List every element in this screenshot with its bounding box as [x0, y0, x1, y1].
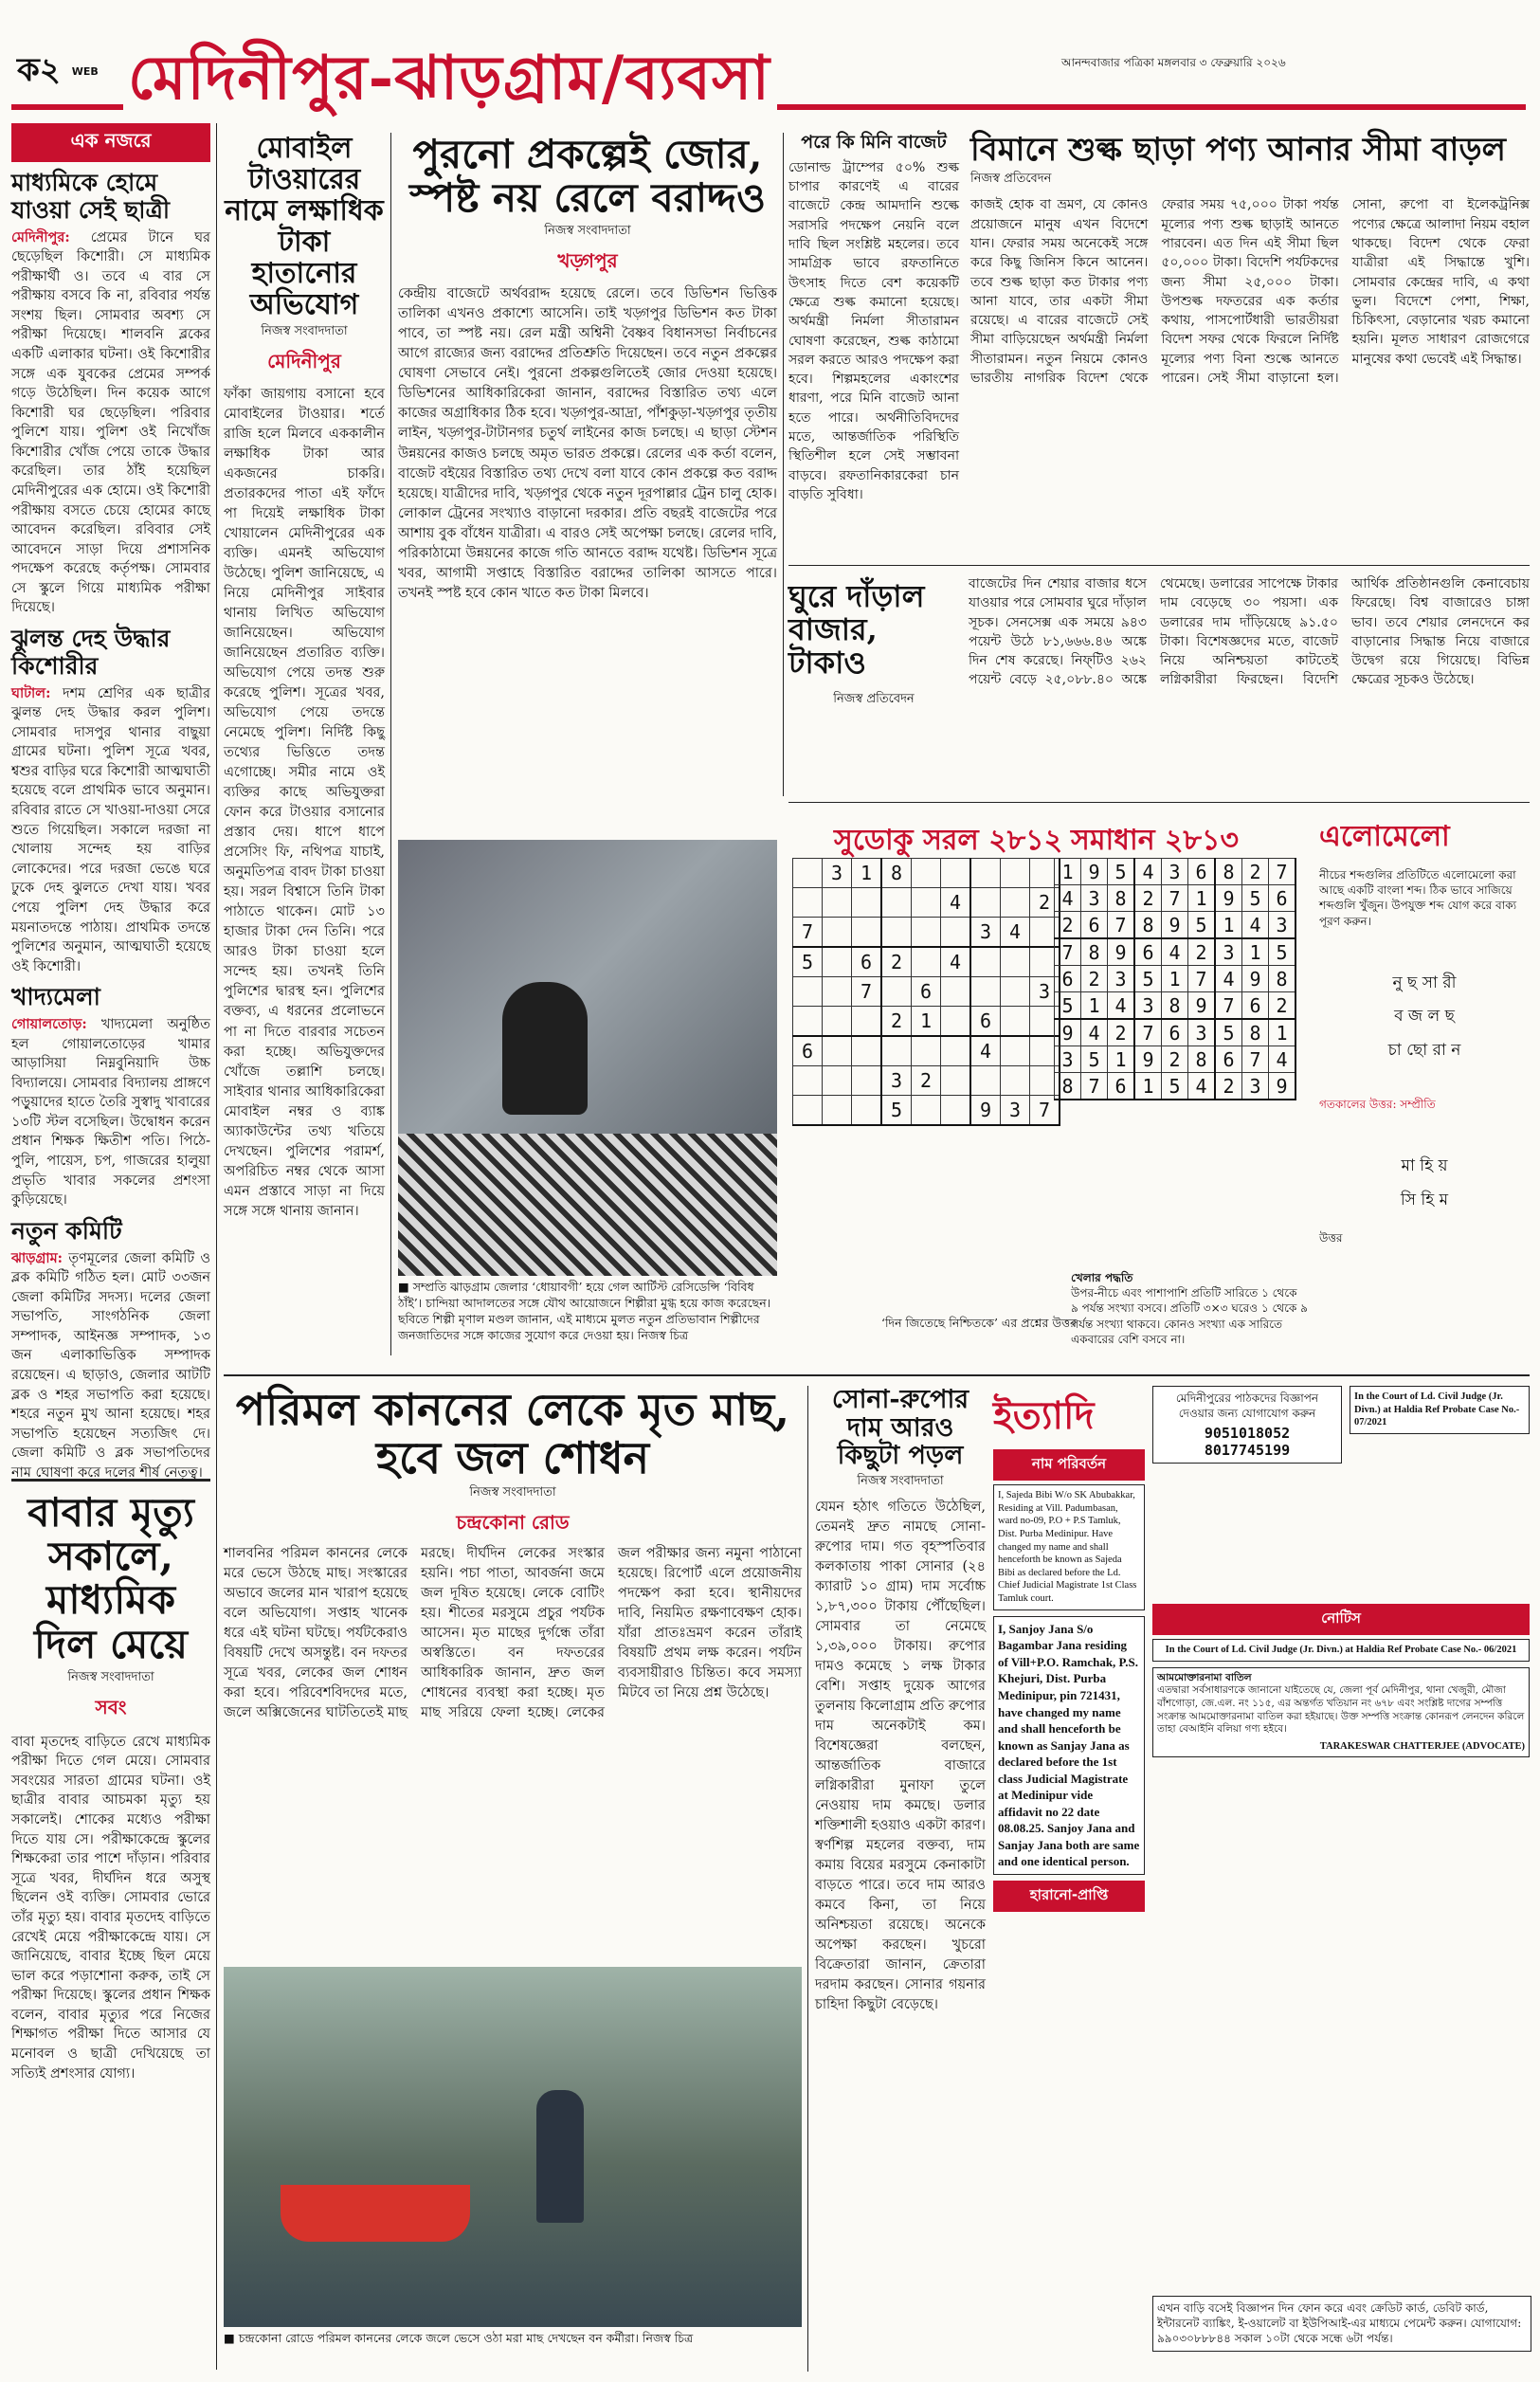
- sudoku-cell: 4: [1269, 1046, 1296, 1073]
- sudoku-cell: 9: [970, 1096, 1001, 1126]
- sudoku-cell: 7: [852, 977, 882, 1007]
- sudoku-cell: [852, 1007, 882, 1037]
- sudoku-cell: 4: [1134, 859, 1162, 885]
- artist-figure: [502, 982, 588, 1115]
- headline: মোবাইল টাওয়ারের নামে লক্ষাধিক টাকা হাতানোর অভিযোগ: [225, 132, 384, 321]
- article-body: কেন্দ্রীয় বাজেটে অর্থবরাদ্দ হয়েছে রেলে। তবে ডিভিশন ভিত্তিক তালিকা এখনও প্রকাশ্যে আসেনি। তাই খড়্গপুর ডিভিশন কত টাকা পাবে, তা স্পষ্ট নয়। রেল মন্ত্রী অশ্বিনী বৈষ্ণব বিধানসভা নির্বাচনের আগে রাজ্যের জন্য বরাদ্দের প্রতিশ্রুতি দিয়েছেন। তবে নতুন প্রকল্পের ঘোষণা সেভাবে নেই। পুরনো প্রকল্পগুলিতেই জোর দেওয়া হয়েছে। ডিভিশনের আধিকারিকেরা জানান, বরাদ্দের বিস্তারিত তথ্য এলে কাজের অগ্রাধিকার ঠিক হবে। খড়্গপুর-আদ্রা, পাঁশকুড়া-খড়্গপুর তৃতীয় লাইন, খড়্গপুর-টাটানগর চতুর্থ লাইনের কাজ চলছে। এ ছাড়া স্টেশন উন্নয়নের কাজও চলছে অমৃত ভারত প্রকল্পে। রেলের এক কর্তা বলেন, বাজেট বইয়ের বিস্তারিত তথ্য দেখে বলা যাবে কোন প্রকল্পে কত বরাদ্দ হয়েছে। যাত্রীদের দাবি, খড়্গপুর থেকে নতুন দূরপাল্লার ট্রেন চালু হোক। লোকাল ট্রেনের সংখ্যাও বাড়ানো দরকার। প্রতি বছরই বাজেটের পরে আশায় বুক বাঁধেন যাত্রীরা। এ বারও সেই অপেক্ষা চলছে। রেলের দাবি, পরিকাঠামো উন্নয়নের কাজে গতি আনতে বরাদ্দ যথেষ্ট। ডিভিশন সূত্রে খবর, আগামী সপ্তাহে বিস্তারিত বরাদ্দের তালিকা আসতে পারে। তখনই স্পষ্ট হবে কোন খাতে কত টাকা মিলবে।: [398, 286, 777, 601]
- mini-budget-story: [788, 133, 959, 559]
- dateline: গোয়ালতোড়:: [11, 1015, 87, 1032]
- sudoku-cell: [1001, 1007, 1030, 1037]
- sudoku-cell: [881, 918, 912, 948]
- sudoku-cell: 2: [881, 947, 912, 977]
- sudoku-cell: 9: [1188, 992, 1216, 1020]
- sudoku-cell: 3: [1162, 859, 1188, 885]
- sudoku-cell: 5: [1108, 859, 1135, 885]
- headline: পরিমল কাননের লেকে মৃত মাছ, হবে জল শোধন: [235, 1384, 790, 1483]
- elomelo-title: এলোমেলো: [1319, 820, 1450, 853]
- column-rule: [807, 1386, 808, 2372]
- section-title: মেদিনীপুর-ঝাড়গ্রাম/ব্যবসা: [128, 43, 770, 114]
- sudoku-cell: 3: [1030, 977, 1060, 1007]
- duty-free-story: [970, 133, 1530, 559]
- sudoku-cell: [793, 888, 823, 918]
- sudoku-cell: 7: [1162, 885, 1188, 912]
- sudoku-cell: [941, 859, 971, 888]
- sudoku-cell: [881, 1036, 912, 1066]
- sudoku-cell: 5: [1269, 938, 1296, 966]
- sudoku-note: ‘দিন জিতেছে নিশ্চিতকে’ এর প্রশ্নের উত্তর: [881, 1316, 1077, 1330]
- sudoku-cell: [852, 1066, 882, 1096]
- article-body: কাজই হোক বা ভ্রমণ, যে কোনও প্রয়োজনে মানুষ এখন বিদেশে যান। ফেরার সময় অনেকেই সঙ্গে করে কিছু জিনিস কিনে আনেন। তবে শুল্ক ছাড়া কত টাকার পণ্য আনা যাবে, তার একটা সীমা রয়েছে। এ বারের বাজেটে সেই সীমা বাড়িয়েছেন অর্থমন্ত্রী নির্মলা সীতারামন। নতুন নিয়মে কোনও ভারতীয় নাগরিক বিদেশ থেকে ফেরার সময় ৭৫,০০০ টাকা পর্যন্ত মূল্যের পণ্য শুল্ক ছাড়াই আনতে পারবেন। এত দিন এই সীমা ছিল ৫০,০০০ টাকা। বিদেশি পর্যটকদের জন্য সীমা ২৫,০০০ টাকা। উপশুল্ক দফতরের এক কর্তার কথায়, পাসপোর্টধারী ভারতীয়রা বিদেশ সফর থেকে ফিরলে নির্দিষ্ট মূল্যের পণ্য বিনা শুল্কে আনতে পারেন। সেই সীমা বাড়ানো হল। সোনা, রুপো বা ইলেকট্রনিক্স পণ্যের ক্ষেত্রে আলাদা নিয়ম বহাল থাকছে। বিদেশ থেকে ফেরা যাত্রীরা এই সিদ্ধান্তে খুশি। সোমবার কেন্দ্রের দাবি, এ কথা ভুল। বিদেশে পেশা, শিক্ষা, চিকিৎসা, বেড়ানোর খরচ কমানো হয়নি। মূলত সাধারণ রোজগেরে মানুষের কথা ভেবেই এই সিদ্ধান্ত।: [970, 197, 1530, 387]
- court-notice: In the Court of Ld. Civil Judge (Jr. Divn.) at Haldia Ref Probate Case No.- 06/2021: [1152, 1639, 1530, 1662]
- sudoku-cell: 2: [912, 1066, 941, 1096]
- lost-found-heading: হারানো-প্রাপ্তি: [993, 1881, 1145, 1912]
- article-body: যেমন হঠাৎ গতিতে উঠেছিল, তেমনই দ্রুত নামছে সোনা-রুপোর দাম। গত বৃহস্পতিবার কলকাতায় পাকা সোনার (২৪ ক্যারাট ১০ গ্রাম) দাম সর্বোচ্চ ১,৮৭,৩০০ টাকায় পৌঁছেছিল। সোমবার তা নেমেছে ১,৩৯,০০০ টাকায়। রুপোর দামও কমেছে ১ লক্ষ টাকার বেশি। সপ্তাহ দুয়েক আগের তুলনায় কিলোগ্রাম প্রতি রুপোর দাম অনেকটাই কম। বিশেষজ্ঞেরা বলছেন, আন্তর্জাতিক বাজারে লগ্নিকারীরা মুনাফা তুলে নেওয়ায় দাম কমছে। ডলার শক্তিশালী হওয়াও একটা কারণ। স্বর্ণশিল্প মহলের বক্তব্য, দাম কমায় বিয়ের মরসুমে কেনাকাটা বাড়তে পারে। তবে দাম আরও কমবে কিনা, তা নিয়ে অনিশ্চয়তা রয়েছে। অনেকে অপেক্ষা করছেন। খুচরো বিক্রেতারা জানান, ক্রেতারা দরদাম করছেন। সোনার গয়নার চাহিদা কিছুটা বেড়েছে।: [815, 1500, 986, 2013]
- sudoku-cell: 7: [1055, 938, 1081, 966]
- sudoku-cell: 9: [1162, 912, 1188, 939]
- sudoku-cell: 5: [1162, 1073, 1188, 1100]
- notice-heading: নোটিস: [1152, 1604, 1530, 1635]
- sudoku-cell: [1001, 977, 1030, 1007]
- sidebar-item: [11, 626, 210, 976]
- sudoku-cell: 2: [1215, 1073, 1242, 1100]
- elomelo-words-2: [1319, 1150, 1530, 1217]
- sudoku-cell: 5: [881, 1096, 912, 1126]
- sudoku-cell: 4: [1162, 938, 1188, 966]
- elomelo-words: [1319, 967, 1530, 1068]
- sudoku-cell: 6: [1134, 938, 1162, 966]
- sudoku-cell: [823, 1066, 852, 1096]
- sudoku-cell: 6: [852, 947, 882, 977]
- sudoku-cell: 8: [1188, 1046, 1216, 1073]
- byline: নিজস্ব প্রতিবেদন: [833, 692, 915, 706]
- masthead: [0, 0, 1540, 114]
- sudoku-cell: 8: [1242, 1019, 1269, 1046]
- sudoku-cell: 5: [1134, 966, 1162, 992]
- sudoku-cell: [912, 918, 941, 948]
- byline: নিজস্ব সংবাদদাতা: [544, 224, 631, 239]
- dateline: চন্দ্রকোনা রোড: [456, 1511, 570, 1535]
- sudoku-cell: 7: [1081, 1073, 1108, 1100]
- sudoku-cell: 5: [793, 947, 823, 977]
- sudoku-cell: 4: [1188, 1073, 1216, 1100]
- sudoku-grid: [792, 858, 1060, 1126]
- sudoku-cell: 7: [1108, 912, 1135, 939]
- sudoku-cell: [793, 977, 823, 1007]
- byline: নিজস্ব প্রতিবেদন: [970, 172, 1052, 187]
- sudoku-cell: 5: [1081, 1046, 1108, 1073]
- column-rule: [216, 123, 217, 2370]
- sudoku-cell: [823, 1007, 852, 1037]
- section-rule: [788, 802, 1530, 803]
- sudoku-cell: 2: [1188, 938, 1216, 966]
- classifieds: [993, 1386, 1530, 2372]
- sudoku-cell: [1001, 888, 1030, 918]
- sudoku-cell: [912, 859, 941, 888]
- headline: সোনা-রুপোর দাম আরও কিছুটা পড়ল: [831, 1385, 969, 1471]
- sudoku-cell: 2: [1055, 912, 1081, 939]
- article-body: বাজেটের দিন শেয়ার বাজার ধসে যাওয়ার পরে সোমবার ঘুরে দাঁড়াল সূচক। সেনসেক্স এক সময়ে ৯৪৩ পয়েন্ট উঠে ৮১,৬৬৬.৪৬ অঙ্কে দিন শেষ করেছে। নিফ্‌টিও ২৬২ পয়েন্ট বেড়ে ২৫,০৮৮.৪০ অঙ্কে থেমেছে। ডলারের সাপেক্ষে টাকার দাম বেড়েছে ৩০ পয়সা। এক ডলারের দাম দাঁড়িয়েছে ৯১.৫০ টাকা। বিশেষজ্ঞদের মতে, বাজেট নিয়ে অনিশ্চয়তা কাটতেই লগ্নিকারীরা ফিরছেন। বিদেশি আর্থিক প্রতিষ্ঠানগুলি কেনাবেচায় ফিরেছে। বিশ্ব বাজারেও চাঙ্গা ভাব। তবে শেয়ার লেনদেনে কর বাড়ানোর সিদ্ধান্ত নিয়ে বাজারে উদ্বেগ রয়ে গিয়েছে। বিভিন্ন ক্ষেত্রের সূচকও উঠেছে।: [969, 576, 1530, 688]
- sudoku-cell: 7: [1030, 1096, 1060, 1126]
- article-body: ডোনাল্ড ট্রাম্পের ৫০% শুল্ক চাপার কারণেই এ বারের বাজেটে কেন্দ্র আমদানি শুল্কে সরাসরি পদক্ষেপ নেয়নি বলে দাবি ছিল সংশ্লিষ্ট মহলের। তবে সামগ্রিক ভাবে রফতানিতে উৎসাহ দিতে বেশ কয়েকটি ক্ষেত্রে শুল্ক কমানো হয়েছে। অর্থমন্ত্রী নির্মলা সীতারামন ঘোষণা করেছেন, শুল্ক কাঠামো সরল করতে আরও পদক্ষেপ করা হবে। শিল্পমহলের একাংশের ধারণা, পরে মিনি বাজেট আনা হতে পারে। অর্থনীতিবিদদের মতে, আন্তর্জাতিক পরিস্থিতি স্থিতিশীল হলে সেই সম্ভাবনা বাড়বে। রফতানিকারকেরা চান বাড়তি সুবিধা।: [788, 159, 959, 502]
- lead-story: [398, 133, 777, 1365]
- sudoku-cell: 6: [1215, 1046, 1242, 1073]
- elomelo-intro: নীচের শব্দগুলির প্রতিটিতে এলোমেলো করা আছে একটি বাংলা শব্দ। ঠিক ভাবে সাজিয়ে শব্দগুলি খুঁজুন। উপযুক্ত শব্দ যোগ করে বাক্য পূরণ করুন।: [1319, 868, 1517, 928]
- fish-painting: [398, 1134, 777, 1276]
- sudoku-cell: [912, 888, 941, 918]
- rules: [1071, 1270, 1308, 1347]
- sudoku-cell: [970, 888, 1001, 918]
- article-body: বাবা মৃতদেহ বাড়িতে রেখে মাধ্যমিক পরীক্ষা দিতে গেল মেয়ে। সোমবার সবংয়ের সারতা গ্রামের ঘটনা। ওই ছাত্রীর বাবার আচমকা মৃত্যু হয় সকালেই। শোকের মধ্যেও পরীক্ষা দিতে যায় সে। পরীক্ষাকেন্দ্রে স্কুলের শিক্ষকেরা তার পাশে দাঁড়ান। পরিবার সূত্রে খবর, দীর্ঘদিন ধরে অসুস্থ ছিলেন ওই ব্যক্তি। সোমবার ভোরে তাঁর মৃত্যু হয়। বাবার মৃতদেহ বাড়িতে রেখেই মেয়ে পরীক্ষাকেন্দ্রে যায়। সে জানিয়েছে, বাবার ইচ্ছে ছিল মেয়ে ভাল করে পড়াশোনা করুক, তাই সে পরীক্ষা দিয়েছে। স্কুলের প্রধান শিক্ষক বলেন, বাবার মৃত্যুর পরে নিজের শিক্ষাগত পরীক্ষা দিতে আসার যে মনোবল ও ছাত্রী দেখিয়েছে তা সত্যিই প্রশংসার যোগ্য।: [11, 1734, 210, 2082]
- headline: পরে কি মিনি বাজেট: [801, 132, 947, 153]
- sudoku-cell: 2: [1269, 992, 1296, 1020]
- contact-ad: [1152, 1386, 1342, 1464]
- sudoku-cell: 1: [1108, 1046, 1135, 1073]
- column-rule: [783, 133, 784, 796]
- sudoku-cell: [852, 1036, 882, 1066]
- sudoku-cell: 1: [1081, 992, 1108, 1020]
- sudoku-cell: 3: [1108, 966, 1135, 992]
- dateline: মেদিনীপুর: [267, 350, 341, 373]
- gold-price-story: [815, 1386, 986, 2372]
- sidebar-item-title: খাদ্যমেলা: [11, 983, 100, 1011]
- solution-title: সমাধান ২৮১৩: [1071, 824, 1239, 857]
- sudoku-cell: [823, 1096, 852, 1126]
- sudoku-cell: 6: [970, 1007, 1001, 1037]
- sudoku-cell: 3: [881, 1066, 912, 1096]
- photo-caption: ■ সম্প্রতি ঝাড়গ্রাম জেলার ‘ধোয়াবগী’ হয়ে গেল আর্টিস্ট রেসিডেন্সি ‘বিবিধ ঠাঁই’। চান্দিয়া আদালতের সঙ্গে যৌথ আয়োজনে শিল্পীরা মুগ্ধ হয়ে কাজ করেছেন। ছবিতে শিল্পী মৃণাল মণ্ডল জানান, এই মাধ্যমে মুলত নতুন প্রতিভাবান শিল্পীদের জনজাতিদের সঙ্গে কাজের সুযোগ করে দেওয়া হয়। নিজস্ব চিত্র: [398, 1280, 771, 1342]
- sudoku-cell: 9: [1055, 1019, 1081, 1046]
- sudoku-cell: 9: [1081, 859, 1108, 885]
- sidebar-item-title: ঝুলন্ত দেহ উদ্ধার কিশোরীর: [11, 625, 171, 680]
- sudoku-cell: 6: [912, 977, 941, 1007]
- sidebar-item: [11, 170, 210, 618]
- elomelo-word: ব জ ল ছ: [1394, 1007, 1455, 1027]
- sudoku-cell: 4: [1001, 918, 1030, 948]
- name-change-heading: নাম পরিবর্তন: [993, 1449, 1145, 1481]
- sudoku-cell: [852, 1096, 882, 1126]
- sudoku-cell: [970, 977, 1001, 1007]
- headline: পুরনো প্রকল্পেই জোর, স্পষ্ট নয় রেলে বরাদ্দও: [409, 131, 766, 222]
- sudoku-cell: 4: [1081, 1019, 1108, 1046]
- sidebar-heading: এক নজরে: [11, 123, 210, 162]
- land-notice-title: আমমোক্তারনামা বাতিল: [1157, 1671, 1252, 1683]
- sudoku-cell: 2: [1030, 888, 1060, 918]
- sudoku-cell: 9: [1269, 1073, 1296, 1100]
- sudoku-cell: [1001, 1036, 1030, 1066]
- sudoku-cell: 2: [1081, 966, 1108, 992]
- sudoku-solution: [1054, 858, 1296, 1100]
- contact-text: মেদিনীপুরের পাঠকদের বিজ্ঞাপন দেওয়ার জন্য যোগাযোগ করুন: [1175, 1391, 1319, 1421]
- sudoku-cell: 6: [1055, 966, 1081, 992]
- sudoku-cell: 1: [1215, 912, 1242, 939]
- sudoku-cell: 7: [1242, 1046, 1269, 1073]
- photo-caption: ■ চন্দ্রকোনা রোডে পরিমল কাননের লেকে জলে ভেসে ওঠা মরা মাছ দেখছেন বন কর্মীরা। নিজস্ব চিত্র: [224, 2331, 694, 2346]
- sudoku-cell: 6: [1242, 992, 1269, 1020]
- headline: ঘুরে দাঁড়াল বাজার, টাকাও: [788, 578, 925, 682]
- column-rule: [390, 133, 391, 1355]
- sudoku-cell: [912, 1036, 941, 1066]
- red-rule-left: [11, 104, 123, 110]
- dateline: মেদিনীপুর:: [11, 228, 70, 245]
- solution-grid: [1054, 858, 1296, 1100]
- lake-photo: [224, 1967, 802, 2327]
- dateline: সবং: [95, 1695, 127, 1718]
- court-notice: In the Court of Ld. Civil Judge (Jr. Divn.) at Haldia Ref Probate Case No.- 07/2021: [1350, 1386, 1530, 1434]
- sidebar: [11, 123, 211, 1481]
- sudoku-cell: 6: [1162, 1019, 1188, 1046]
- sudoku-cell: [912, 1096, 941, 1126]
- sudoku-cell: 6: [1108, 1073, 1135, 1100]
- sudoku-cell: [793, 859, 823, 888]
- sidebar-item: [11, 984, 210, 1210]
- sidebar-item-title: নতুন কমিটি: [11, 1216, 122, 1245]
- sudoku-cell: 4: [941, 947, 971, 977]
- byline: নিজস্ব সংবাদদাতা: [469, 1485, 556, 1500]
- sudoku-cell: 8: [1269, 966, 1296, 992]
- sudoku-cell: [881, 977, 912, 1007]
- name-change-ad: I, Sajeda Bibi W/o SK Abubakkar, Residing at Vill. Padumbasan, ward no-09, P.O + P.S Tamluk, Dist. Purba Medinipur. Have changed my name and shall henceforth be known as Sajeda Bibi as declared before the Ld. Chief Judicial Magistrate 1st Class Tamluk court.: [993, 1484, 1145, 1610]
- elomelo-word: মা হি য়: [1401, 1156, 1448, 1175]
- advocate-name: TARAKESWAR CHATTERJEE (ADVOCATE): [1319, 1740, 1525, 1752]
- section-rule: [224, 1374, 1530, 1376]
- elomelo-box: [1319, 813, 1530, 1363]
- sudoku-cell: 7: [1215, 992, 1242, 1020]
- elomelo-word: নু ছ সা রী: [1392, 973, 1457, 992]
- byline: নিজস্ব সংবাদদাতা: [261, 324, 348, 338]
- sudoku-cell: 1: [1269, 1019, 1296, 1046]
- sidebar-item-text: তৃণমূলের জেলা কমিটি ও ব্লক কমিটি গঠিত হল। মোট ৩৩জন জেলা কমিটির সদস্য। দলের জেলা সভাপতি, সাংগঠনিক জেলা সম্পাদক, আইনজ্ঞ সম্পাদক, ১৩ জন এলাকাভিত্তিক সম্পাদক রয়েছেন। এ ছাড়াও, জেলার আটটি ব্লক ও শহর সভাপতি করা হয়েছে। শহরে নতুন মুখ আনা হয়েছে। শহর সভাপতি হয়েছেন সত্যজিৎ দে। জেলা কমিটি ও ব্লক সভাপতিদের নাম ঘোষণা করে দলের শীর্ষ নেতৃত্ব।: [11, 1250, 211, 1481]
- sudoku-cell: 6: [793, 1036, 823, 1066]
- red-boat: [281, 2185, 470, 2242]
- sidebar-item: [11, 1218, 210, 1483]
- sudoku-cell: [823, 888, 852, 918]
- sudoku-cell: 2: [881, 1007, 912, 1037]
- sudoku-cell: 8: [881, 859, 912, 888]
- sudoku-cell: [912, 947, 941, 977]
- headline: বিমানে শুল্ক ছাড়া পণ্য আনার সীমা বাড়ল: [970, 131, 1506, 169]
- sidebar-item-text: খাদ্যমেলা অনুষ্ঠিত হল গোয়ালতোড়ের খামার আড়াসিয়া নিম্নবুনিয়াদি উচ্চ বিদ্যালয়ে। সোমবার বিদ্যালয় প্রাঙ্গণে পড়ুয়াদের হাতে তৈরি সুস্বাদু খাবারের ১৩টি স্টল বসেছিল। উদ্বোধন করেন প্রধান শিক্ষক ক্ষিতীশ পতি। পিঠে-পুলি, পায়েস, চপ, গাজরের হালুয়া প্রভৃতি খাবার সকলের প্রশংসা কুড়িয়েছে।: [11, 1016, 211, 1209]
- phone-2[interactable]: 8017745199: [1204, 1442, 1291, 1460]
- sudoku-cell: 7: [1188, 966, 1216, 992]
- sidebar-item-text: দশম শ্রেণির এক ছাত্রীর ঝুলন্ত দেহ উদ্ধার করল পুলিশ। সোমবার দাসপুর থানার বাছুয়া গ্রামের ঘটনা। পুলিশ সূত্রে খবর, শ্বশুর বাড়ির ঘরে কিশোরী আত্মঘাতী হয়েছে বলে প্রাথমিক ভাবে অনুমান। রবিবার রাতে সে খাওয়া-দাওয়া সেরে শুতে গিয়েছিল। সকালে দরজা না খোলায় সন্দেহ হয় বাড়ির লোকেদের। পরে দরজা ভেঙে ঘরে ঢুকে দেহ ঝুলতে দেখা যায়। খবর পেয়ে পুলিশ দেহ উদ্ধার করে ময়নাতদন্তে পাঠায়। প্রাথমিক তদন্তে পুলিশের অনুমান, আত্মঘাতী হয়েছে ওই কিশোরী।: [11, 685, 210, 974]
- sudoku-cell: 2: [1242, 859, 1269, 885]
- father-death-story: [11, 1479, 210, 2373]
- market-story: [788, 574, 1530, 792]
- sudoku-cell: 3: [1055, 1046, 1081, 1073]
- sudoku-cell: [941, 977, 971, 1007]
- ad-booking-notice: এখন বাড়ি বসেই বিজ্ঞাপন দিন ফোন করে এবং ক্রেডিট কার্ড, ডেবিট কার্ড, ইন্টারনেট ব্যাঙ্কিং, ই-ওয়ালেট বা ইউপিআই-এর মাধ্যমে পেমেন্ট করুন। যোগাযোগ: ৯৯০৩০৮৮৮৪৪ সকাল ১০টা থেকে সন্ধে ৬টা পর্যন্ত।: [1152, 2296, 1531, 2352]
- sudoku-cell: 5: [1242, 885, 1269, 912]
- sudoku-cell: [970, 1066, 1001, 1096]
- elomelo-answer: গতকালের উত্তর: সম্প্রীতি: [1319, 1097, 1436, 1111]
- sudoku-cell: 7: [1269, 859, 1296, 885]
- sudoku-cell: [941, 1036, 971, 1066]
- date-line: আনন্দবাজার পত্রিকা মঙ্গলবার ৩ ফেব্রুয়ারি ২০২৬: [1061, 56, 1286, 69]
- sudoku-cell: [823, 977, 852, 1007]
- sudoku-cell: 8: [1134, 912, 1162, 939]
- sudoku-cell: 3: [1001, 1096, 1030, 1126]
- sudoku-cell: 5: [1188, 912, 1216, 939]
- sudoku-cell: [1001, 859, 1030, 888]
- article-body: ফাঁকা জায়গায় বসানো হবে মোবাইলের টাওয়ার। শর্তে রাজি হলে মিলবে এককালীন লক্ষাধিক টাকা আর একজনের চাকরি। প্রতারকদের পাতা এই ফাঁদে পা দিয়েই লক্ষাধিক টাকা খোয়ালেন মেদিনীপুরের এক ব্যক্তি। এমনই অভিযোগ উঠেছে। পুলিশ জানিয়েছে, এ নিয়ে মেদিনীপুর সাইবার থানায় লিখিত অভিযোগ জানিয়েছেন। অভিযোগ জানিয়েছেন প্রতারিত ব্যক্তি। অভিযোগ পেয়ে তদন্ত শুরু করেছে পুলিশ। সূত্রের খবর, অভিযোগ পেয়ে তদন্তে নেমেছে পুলিশ। নির্দিষ্ট কিছু তথ্যের ভিত্তিতে তদন্ত এগোচ্ছে। সমীর নামে ওই ব্যক্তির কাছে অভিযুক্তরা ফোন করে টাওয়ার বসানোর প্রস্তাব দেয়। ধাপে ধাপে প্রসেসিং ফি, নথিপত্র যাচাই, অনুমতিপত্র বাবদ টাকা চাওয়া হয়। সরল বিশ্বাসে তিনি টাকা পাঠাতে থাকেন। মোট ১৩ হাজার টাকা দেন তিনি। পরে আরও টাকা চাওয়া হলে সন্দেহ হয়। তখনই তিনি পুলিশের দ্বারস্থ হন। পুলিশের বক্তব্য, এ ধরনের প্রলোভনে পা না দিতে বারবার সচেতন করা হচ্ছে। অভিযুক্তদের খোঁজে তল্লাশি চলছে। সাইবার থানার আধিকারিকেরা মোবাইল নম্বর ও ব্যাঙ্ক অ্যাকাউন্টের তথ্য খতিয়ে দেখছেন। পুলিশের পরামর্শ, অপরিচিত নম্বর থেকে আসা এমন প্রস্তাবে সাড়া না দিয়ে সঙ্গে সঙ্গে থানায় জানান।: [224, 387, 385, 1219]
- artist-photo: [398, 840, 777, 1276]
- sudoku-cell: [941, 1007, 971, 1037]
- sudoku-cell: [970, 947, 1001, 977]
- sudoku-cell: 8: [1055, 1073, 1081, 1100]
- sudoku-cell: 5: [1215, 1019, 1242, 1046]
- sudoku-cell: 3: [970, 918, 1001, 948]
- sudoku-cell: 1: [912, 1007, 941, 1037]
- sudoku-cell: 9: [1108, 938, 1135, 966]
- sudoku-cell: 4: [1108, 992, 1135, 1020]
- sudoku-cell: [823, 947, 852, 977]
- phone-1[interactable]: 9051018052: [1204, 1425, 1291, 1443]
- sudoku-cell: [941, 1096, 971, 1126]
- rules-text: উপর-নীচে এবং পাশাপাশি প্রতিটি সারিতে ১ থেকে ৯ পর্যন্ত সংখ্যা বসবে। প্রতিটি ৩×৩ ঘরেও ১ থেকে ৯ পর্যন্ত সংখ্যা থাকবে। কোনও সংখ্যা এক সারিতে একবারের বেশি বসবে না।: [1071, 1286, 1308, 1346]
- byline: নিজস্ব সংবাদদাতা: [857, 1474, 944, 1489]
- sudoku-cell: [1001, 947, 1030, 977]
- sudoku-cell: 1: [1242, 938, 1269, 966]
- sudoku-cell: 3: [1081, 885, 1108, 912]
- parimal-lake-story: [224, 1386, 802, 2372]
- dateline: ঘাটাল:: [11, 684, 51, 701]
- sudoku-cell: 3: [1134, 992, 1162, 1020]
- sudoku-cell: 2: [1162, 1046, 1188, 1073]
- sudoku-title: সুডোকু সরল ২৮১২: [834, 824, 1063, 857]
- sudoku-cell: 1: [1162, 966, 1188, 992]
- sudoku-cell: [881, 888, 912, 918]
- sudoku-cell: [852, 918, 882, 948]
- sudoku-cell: 9: [1134, 1046, 1162, 1073]
- elomelo-word: চা ছো রা ন: [1387, 1041, 1461, 1061]
- sudoku-cell: [793, 1066, 823, 1096]
- dateline: ঝাড়গ্রাম:: [11, 1249, 63, 1266]
- classified-brand: ইত্যাদি: [993, 1393, 1095, 1438]
- land-notice-text: এতদ্বারা সর্বসাধারণকে জানানো যাইতেছে যে, জেলা পূর্ব মেদিনীপুর, থানা খেজুরী, মৌজা বাঁশগোড়া, জে.এল. নং ১১৫, এর অন্তর্গত খতিয়ান নং ৬৭৮ এবং সংশ্লিষ্ট দাগের সম্পত্তি সংক্রান্ত আমমোক্তারনামা বাতিল করা হইয়াছে। উক্ত সম্পত্তি সংক্রান্ত কোনরূপ লেনদেন করিলে তাহা বেআইনি বলিয়া গণ্য হইবে।: [1157, 1684, 1525, 1736]
- sudoku-cell: 4: [1055, 885, 1081, 912]
- sudoku-cell: [1001, 1066, 1030, 1096]
- sudoku-cell: [793, 1007, 823, 1037]
- sudoku-cell: 4: [941, 888, 971, 918]
- sudoku-cell: 8: [1215, 859, 1242, 885]
- sudoku-cell: 4: [970, 1036, 1001, 1066]
- page-number: ক২ WEB: [17, 51, 99, 89]
- red-rule-right: [777, 104, 1526, 110]
- sudoku-cell: 5: [1055, 992, 1081, 1020]
- dateline: খড়্গপুর: [557, 249, 618, 273]
- sidebar-item-title: মাধ্যমিকে হোমে যাওয়া সেই ছাত্রী: [11, 169, 171, 224]
- sudoku-cell: 1: [1134, 1073, 1162, 1100]
- sidebar-item-text: প্রেমের টানে ঘর ছেড়েছিল কিশোরী। সে মাধ্যমিক পরীক্ষার্থী ও। তবে এ বার সে পরীক্ষায় বসবে কি না, রবিবার পর্যন্ত সংশয় ছিল। সোমবার অবশ্য সে পরীক্ষা দিয়েছে। শালবনি ব্লকের একটি এলাকার ঘটনা। ওই কিশোরীর সঙ্গে এক যুবকের প্রেমের সম্পর্ক গড়ে উঠেছিল। দিন কয়েক আগে কিশোরী ঘর ছেড়েছিল। পরিবার পুলিশে যায়। পুলিশ ওই নিখোঁজ কিশোরীর খোঁজ পেয়ে তাকে উদ্ধার করেছিল। তার ঠাঁই হয়েছিল মেদিনীপুরের এক হোমে। ওই কিশোরী পরীক্ষায় বসতে চেয়ে হোমের কাছে আবেদন করেছিল। রবিবার সেই আবেদনে সাড়া দিয়ে প্রশাসনিক পদক্ষেপ করেছে কর্তৃপক্ষ। সোমবার সে স্কুলে গিয়ে মাধ্যমিক পরীক্ষা দিয়েছে।: [11, 229, 210, 616]
- sudoku-cell: 1: [1055, 859, 1081, 885]
- sudoku-cell: 8: [1162, 992, 1188, 1020]
- sudoku-cell: 6: [1188, 859, 1216, 885]
- sudoku-cell: 3: [1188, 1019, 1216, 1046]
- sudoku-cell: 3: [1215, 938, 1242, 966]
- article-body: শালবনির পরিমল কাননের লেকে মরে ভেসে উঠছে মাছ। সংস্কারের অভাবে জলের মান খারাপ হয়েছে বলে অভিযোগ। সপ্তাহ খানেক ধরে এই ঘটনা ঘটছে। পর্যটকেরাও বিষয়টি দেখে অসন্তুষ্ট। বন দফতর সূত্রে খবর, লেকের জল শোধন করা হবে। পরিবেশবিদদের মতে, জলে অক্সিজেনের ঘাটতিতেই মাছ মরছে। দীর্ঘদিন লেকের সংস্কার হয়নি। পচা পাতা, আবর্জনা জমে জল দূষিত হয়েছে। লেকে বোটিং হয়। শীতের মরসুমে প্রচুর পর্যটক আসেন। মৃত মাছের দুর্গন্ধে তাঁরা অস্বস্তিতে। বন দফতরের আধিকারিক জানান, দ্রুত জল শোধনের ব্যবস্থা করা হচ্ছে। মৃত মাছ সরিয়ে ফেলা হচ্ছে। লেকের জল পরীক্ষার জন্য নমুনা পাঠানো হয়েছে। রিপোর্ট এলে প্রয়োজনীয় পদক্ষেপ করা হবে। স্থানীয়দের দাবি, নিয়মিত রক্ষণাবেক্ষণ হোক। যাঁরা প্রাতঃভ্রমণ করেন তাঁরাই বিষয়টি প্রথম লক্ষ করেন। পর্যটন ব্যবসায়ীরাও চিন্তিত। কবে সমস্যা মিটবে তা নিয়ে প্রশ্ন উঠেছে।: [224, 1546, 802, 1721]
- sudoku-cell: [941, 1066, 971, 1096]
- section-rule: [788, 565, 1530, 566]
- sudoku-cell: 9: [1242, 966, 1269, 992]
- sudoku-cell: 7: [793, 918, 823, 948]
- rules-title: খেলার পদ্ধতি: [1071, 1271, 1133, 1284]
- sudoku-cell: [970, 859, 1001, 888]
- sudoku-cell: 2: [1134, 885, 1162, 912]
- mobile-tower-story: [224, 133, 385, 1365]
- sudoku-cell: 6: [1269, 885, 1296, 912]
- sudoku-cell: 2: [1108, 1019, 1135, 1046]
- sudoku-cell: 1: [852, 859, 882, 888]
- sudoku-cell: [941, 918, 971, 948]
- sudoku-cell: 3: [823, 859, 852, 888]
- headline: বাবার মৃত্যু সকালে, মাধ্যমিক দিল মেয়ে: [27, 1489, 194, 1667]
- sudoku-cell: 8: [1081, 938, 1108, 966]
- person-figure: [536, 2090, 584, 2223]
- sudoku-cell: [823, 1036, 852, 1066]
- land-notice: [1152, 1667, 1530, 1758]
- elomelo-answer-label: উত্তর: [1319, 1231, 1343, 1246]
- sudoku-cell: 4: [1215, 966, 1242, 992]
- elomelo-word: সি হি ম: [1400, 1190, 1449, 1209]
- sudoku-cell: 6: [1081, 912, 1108, 939]
- sudoku-cell: 9: [1215, 885, 1242, 912]
- sudoku-cell: 8: [1108, 885, 1135, 912]
- sudoku-cell: 3: [1269, 912, 1296, 939]
- sudoku-cell: 3: [1242, 1073, 1269, 1100]
- name-change-ad: I, Sanjoy Jana S/o Bagambar Jana residing of Vill+P.O. Ramchak, P.S. Khejuri, Dist. Purba Medinipur, pin 721431, have changed my name and shall henceforth be known as Sanjay Jana as declared before the 1st class Judicial Magistrate at Medinipur vide affidavit no 22 date 08.08.25. Sanjoy Jana and Sanjay Jana both are same and one identical person.: [993, 1616, 1145, 1875]
- sudoku-cell: [793, 1096, 823, 1126]
- sudoku-cell: 1: [1188, 885, 1216, 912]
- sudoku-cell: 7: [1134, 1019, 1162, 1046]
- byline: নিজস্ব সংবাদদাতা: [67, 1669, 154, 1684]
- sudoku-cell: 4: [1242, 912, 1269, 939]
- sudoku-puzzle: [792, 858, 1060, 1126]
- sudoku-cell: [852, 888, 882, 918]
- sudoku-cell: [823, 918, 852, 948]
